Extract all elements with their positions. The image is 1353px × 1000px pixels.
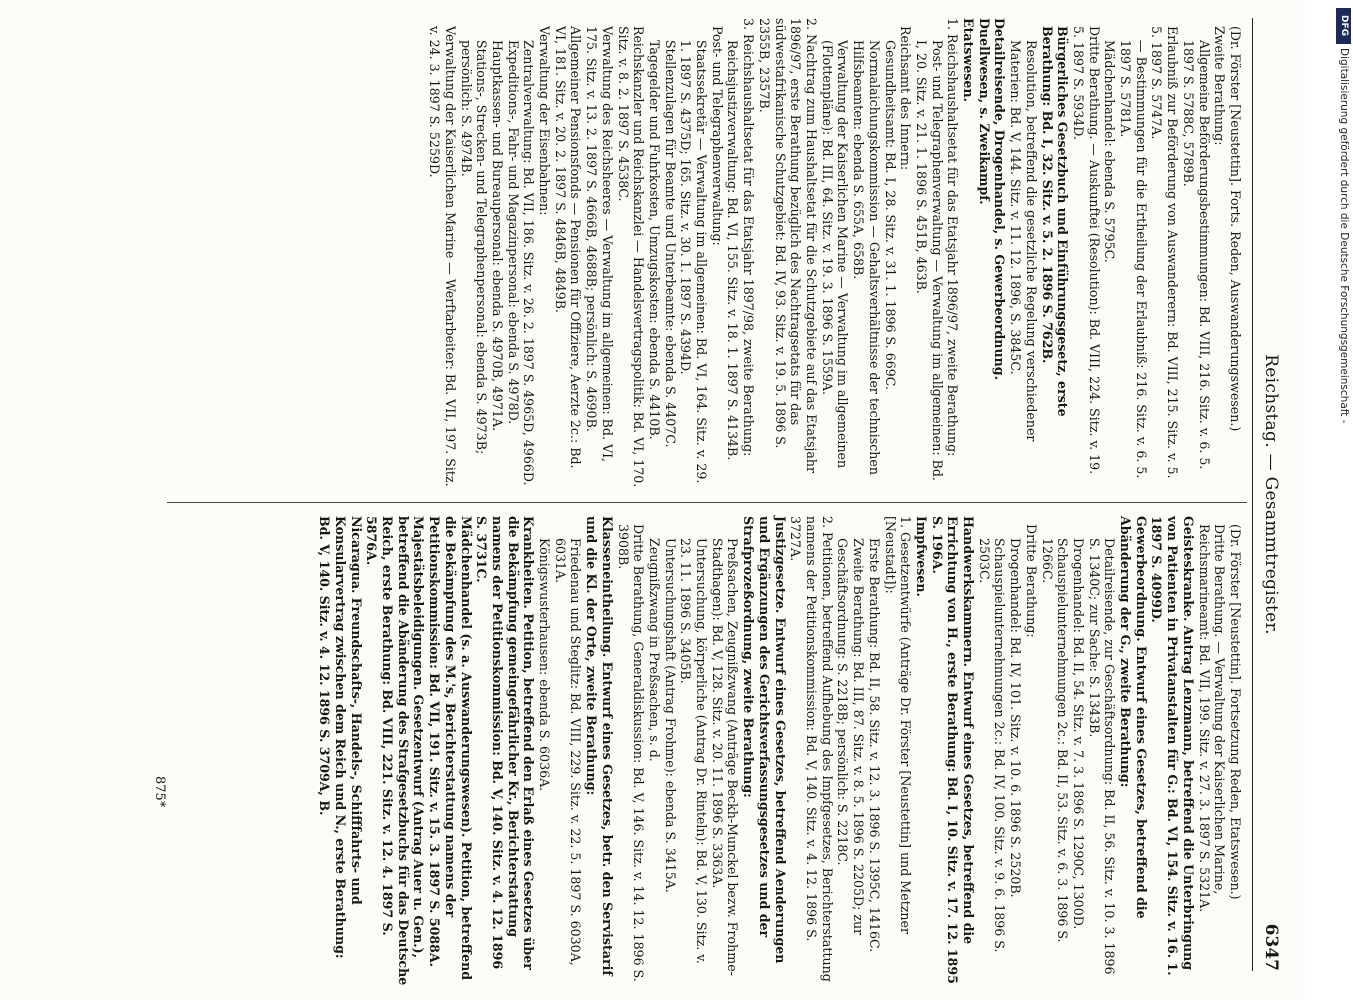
left-column-entry: Etatswesen. [961,18,977,102]
left-column-entry: Expeditions-, Fahr- und Magazinpersonal: ebenda S. 4978D. [505,40,521,425]
dfg-logo: DFG [1336,8,1351,44]
right-column-entry: Zweite Berathung: Bd. III, 87. Sitz. v. 8. 5. 1896 S. 2205D; zur Geschäftsordnung: S. 2218B; persönlich: S. 2218C. [835,538,867,936]
right-column-entry: 2. Petitionen, betreffend Aufhebung des Impfgesetzes, Berichterstattung namens der Petitionskommission: Bd. V, 140. Sitz. v. 4. 12. 1896 S. 3727A. [788,516,835,982]
right-column-entry: Preßsachen, Zeugnißzwang (Anträge Beckh-Munckel bezw. Frohme-Stadthagen): Bd. V, 128. Sitz. v. 20. 11. 1896 S. 3363A. [709,538,741,976]
left-column-entry: — Bestimmungen für die Ertheilung der Erlaubniß: 216. Sitz. v. 6. 5. 1897 S. 5781A. [1118,40,1149,479]
left-column-entry: Allgemeine Beförderungsbestimmungen: Bd. VIII, 216. Sitz. v. 6. 5. 1897 S. 5788C, 5789B. [1180,40,1212,470]
right-column-entry: Impfwesen. [913,516,929,597]
left-column-entry: (Dr. Förster [Neustettin]. Forts. Reden, Auswanderungswesen.) [1228,26,1243,432]
left-column-entry: Verwaltung der Eisenbahnen: [537,26,553,216]
left-column-entry: Post- und Telegraphenverwaltung: [709,26,725,246]
right-column-entry: Drogenhandel: Bd. IV, 101. Sitz. v. 10. 6. 1896 S. 2520B. [1008,538,1024,898]
left-column-entry: Reichsjustizverwaltung: Bd. VI, 155. Sitz. v. 18. 1. 1897 S. 4134B. [725,40,741,461]
right-column-entry: Untersuchungshaft (Antrag Frohme): ebenda S. 3415A. [662,538,678,893]
right-column-entry: Dritte Berathung, Generaldiskussion: Bd. V, 146. Sitz. v. 14. 12. 1896 S. 3908B. [615,524,647,982]
left-column-entry: Stations-, Strecken- und Telegraphenpersonal: ebenda S. 4973B; persönlich: S. 4974B. [458,40,490,455]
left-column-entry: Verwaltung des Reichsheeres — Verwaltung im allgemeinen: Bd. VI, 175. Sitz. v. 13. 2. 1897 S. 4666B, 4688B; persönlich: S. 4690B. [584,26,615,463]
right-column-entry: Zeugnißzwang in Preßsachen, s. d. [646,538,662,762]
left-column-entry: Staatssekretär — Verwaltung im allgemeinen: Bd. VI, 164. Sitz. v. 29. 1. 1897 S. 4375D; 165. Sitz. v. 30. 1. 1897 S. 4394D. [678,40,710,484]
right-column-entry: Majestätsbeleidigungen. Gesetzentwurf (Antrag Auer u. Gen.), betreffend die Abänderung des Strafgesetzbuchs für das Deutsche Reich, erste Berathung: Bd. VIII, 221. Sitz. v. 12. 4. 1897 S. 5876A. [364,516,427,986]
right-column-entry: Mädchenhandel (s. a. Auswanderungswesen). Petition, betreffend die Bekämpfung des M.'s, Berichterstattung namens der Petitionskommission: Bd. VII, 191. Sitz. v. 15. 3. 1897 S. 5088A. [427,516,474,981]
left-column-entry: Dritte Berathung. — Auskunftei (Resolution): Bd. VIII, 224. Sitz. v. 19. 5. 1897 S. 5934D. [1070,26,1102,475]
left-column-entry: Normalaichungskommission — Gehaltsverhältnisse der technischen Hilfsbeamten: ebenda S. 655A, 658B. [851,40,882,475]
column-divider [167,502,1247,503]
left-column-entry: Resolution, betreffend die gesetzliche Regelung verschiedener Materien: Bd. V, 144. Sitz. v. 11. 12. 1896, S. 3845C. [1008,40,1039,442]
left-column-entry: Hauptkassen- und Bureaupersonal: ebenda S. 4970B, 4971A. [489,40,505,432]
left-column-entry: Gesundheitsamt: Bd. I, 28. Sitz. v. 31. 1. 1896 S. 669C. [882,40,898,390]
right-column-entry: 1. Gesetzentwürfe (Anträge Dr. Förster [Neustettin] und Metzner [Neustadt]): [882,516,914,934]
right-column-entry: Justizgesetze. Entwurf eines Gesetzes, betreffend Aenderungen und Ergänzungen des Gerichtsverfassungsgesetzes und der Strafprozeßordnung, zweite Berathung: [741,516,788,964]
right-column-entry: Nicaragua. Freundschafts-, Handels-, Schifffahrts- und Konsularvertrag zwischen dem Reich und N., erste Berathung: Bd. V, 140. Sitz. v. 4. 12. 1896 S. 3709A, B. [317,516,364,959]
left-column-entry: Zweite Berathung: [1212,26,1228,146]
left-column-entry: Bürgerliches Gesetzbuch und Einführungsgesetz, erste Berathung: Bd. I, 32. Sitz. v. 5. 2. 1896 S. 762B. [1039,26,1071,417]
right-column-entry: Klasseneintheilung. Entwurf eines Gesetzes, betr. den Servistarif und die Kl. der Orte, zweite Berathung: [584,516,615,976]
left-column-entry: Verwaltung der Kaiserlichen Marine — Verwaltung im allgemeinen (Flottenpläne): Bd. III, 64. Sitz. v. 19. 3. 1896 S. 1559A. [819,40,851,469]
left-column-entry: Post- und Telegraphenverwaltung — Verwaltung im allgemeinen: Bd. I, 20. Sitz. v. 21. 1. 1896 S. 451B, 463B. [913,40,945,481]
left-column-entry: Reichsamt des Innern: [898,26,914,171]
left-column-entry: Verwaltung der Kaiserlichen Marine — Werftarbeiter: Bd. VII, 197. Sitz. v. 24. 3. 1897 S. 5259D. [427,26,458,487]
right-column-entry: Drogenhandel: Bd. II, 54. Sitz. v. 7. 3. 1896 S. 1290C, 1300D. [1070,538,1086,930]
right-column-entry: Untersuchung, körperliche (Antrag Dr. Rinteln): Bd. V, 130. Sitz. v. 23. 11. 1896 S. 3405B. [678,538,710,964]
left-column-entry: Zentralverwaltung: Bd. VII, 186. Sitz. v. 26. 2. 1897 S. 4965D, 4966D. [521,40,537,486]
digitization-notice: Digitalisierung gefördert durch die Deutsche Forschungsgemeinschaft - [1338,48,1350,424]
page-number: 6347 [1261,923,1281,971]
left-column [426,18,1243,488]
right-column-entry: Friedenau und Steglitz: Bd. VIII, 229. Sitz. v. 22. 5. 1897 S. 6030A, 6031A. [552,538,584,966]
rotated-register-page [39,6,1287,991]
page-header [1253,18,1281,971]
running-title: Reichstag. — Gesammtregister. [1261,354,1281,635]
left-column-entry: Duellwesen, s. Zweikampf. [976,18,992,205]
right-column-entry: (Dr. Förster [Neustettin]. Fortsetzung Reden, Etatswesen.) [1228,524,1243,900]
right-column-entry: Handwerkskammern. Entwurf eines Gesetzes, betreffend die Errichtung von H., erste Berathung: Bd. I, 10. Sitz. v. 17. 12. 1895 S. 196A. [929,516,977,984]
left-column-entry: 1. Reichshaushaltsetat für das Etatsjahr 1896/97, zweite Berathung: [945,18,961,457]
signature-mark: 875* [152,776,167,808]
right-column-entry: Detailreisende, zur Geschäftsordnung: Bd. II, 56. Sitz. v. 10. 3. 1896 S. 1340C; zur Sache: S. 1343B. [1086,538,1118,975]
left-column-entry: Mädchenhandel: ebenda S. 5795C. [1102,40,1118,263]
right-column-entry: Schauspielunternehmungen 2c.: Bd. II, 53. Sitz. v. 6. 3. 1896 S. 1266C. [1039,538,1071,943]
left-column-entry: 2. Nachtrag zum Haushaltsetat für die Schutzgebiete auf das Etatsjahr 1896/97, erste Berathung bezüglich des Nachtragsetats für das südwestafrikanische Schutzgebiet: Bd. IV, 93. Sitz. v. 19. 5. 1896 S. 2355B, 2357B. [756,18,820,474]
right-column-entry: Königswusterhausen: ebenda S. 6036A. [537,538,553,792]
left-column-entry: Detailreisende, Drogenhandel, s. Gewerbeordnung. [992,18,1008,380]
right-column-entry: Schauspielunternehmungen 2c.: Bd. IV, 100. Sitz. v. 9. 6. 1896 S. 2503C. [976,538,1008,953]
left-column-entry: 3. Reichshaushaltsetat für das Etatsjahr 1897/98, zweite Berathung: [741,18,757,457]
right-column [317,516,1243,986]
right-column-entry: Dritte Berathung. — Verwaltung der Kaiserlichen Marine, Reichsmarineamt: Bd. VII, 199. Sitz. v. 27. 3. 1897 S. 5321A. [1196,524,1228,913]
header-rule [1252,18,1253,971]
right-column-entry: Erste Berathung: Bd. II, 58. Sitz. v. 12. 3. 1896 S. 1395C, 1416C. [866,538,882,953]
right-column-entry: Geisteskranke. Antrag Lenzmann, betreffend die Unterbringung von Patienten in Privatanstalten für G.: Bd. VI, 154. Sitz. v. 16. 1. 1897 S. 4099D. [1149,516,1196,976]
left-column-entry: Erlaubniß zur Beförderung von Auswanderern: Bd. VIII, 215. Sitz. v. 5. 5. 1897 S. 5747A. [1149,26,1181,479]
right-column-entry: Dritte Berathung: [1023,524,1039,638]
right-column-entry: Krankheiten. Petition, betreffend den Erlaß eines Gesetzes über die Bekämpfung gemeingefährlicher Kr., Berichterstattung namens der Petitionskommission: Bd. V, 140. Sitz. v. 4. 12. 1896 S. 3731C. [474,516,537,970]
left-column-entry: Allgemeiner Pensionsfonds — Pensionen für Offiziere, Aerzte 2c.: Bd. VI, 181. Sitz. v. 20. 2. 1897 S. 4846B, 4849B. [552,26,584,469]
left-column-entry: Reichskanzler und Reichskanzlei — Handelsvertragspolitik: Bd. VI, 170. Sitz. v. 8. 2. 1897 S. 4538C. [615,26,647,488]
left-column-entry: Tagegelder und Fuhrkosten, Umzugskosten: ebenda S. 4410B. [646,40,662,440]
right-column-entry: Gewerbeordnung. Entwurf eines Gesetzes, betreffend die Abänderung der G., zweite Berathung: [1118,516,1149,919]
left-column-entry: Stellenzulagen für Beamte und Unterbeamte: ebenda S. 4407C. [662,40,678,448]
